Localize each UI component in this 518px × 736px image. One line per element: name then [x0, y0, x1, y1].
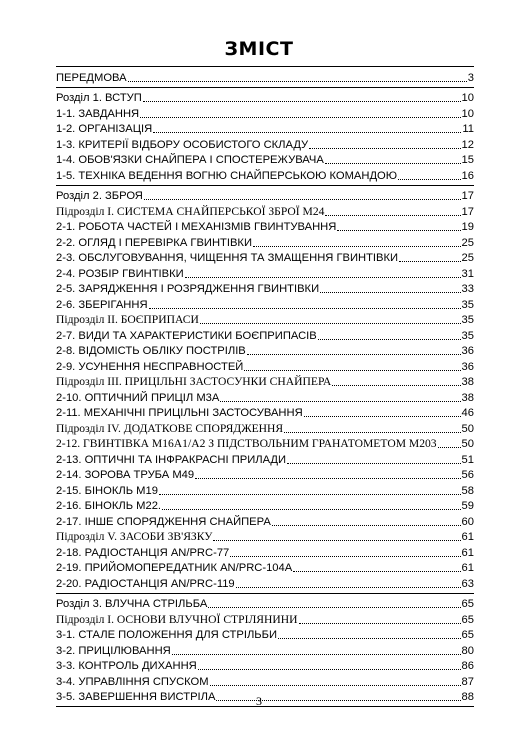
toc-entry-page: 63 — [461, 577, 474, 590]
dot-leader — [438, 447, 461, 448]
toc-entry[interactable] — [56, 513, 474, 529]
toc-entry-title: Розділ 3. ВЛУЧНА СТРІЛЬБА — [56, 598, 208, 610]
dot-leader — [162, 509, 461, 510]
toc-entry[interactable] — [56, 529, 474, 545]
dot-leader — [213, 540, 460, 541]
dot-leader — [208, 607, 460, 608]
dot-leader — [143, 101, 461, 102]
toc-entry[interactable] — [56, 575, 474, 591]
toc-entry-title: 2-19. ПРИЙОМОПЕРЕДАТНИК AN/PRC-104A — [56, 562, 293, 574]
toc-entry-title: 3-3. КОНТРОЛЬ ДИХАННЯ — [56, 660, 197, 672]
toc-entry-title: 1-4. ОБОВ'ЯЗКИ СНАЙПЕРА І СПОСТЕРЕЖУВАЧА — [56, 154, 324, 166]
dot-leader — [304, 416, 461, 417]
dot-leader — [200, 323, 461, 324]
toc-entry-title: 2-6. ЗБЕРІГАННЯ — [56, 298, 148, 311]
toc-entry-title: 3-1. СТАЛЕ ПОЛОЖЕННЯ ДЛЯ СТРІЛЬБИ — [56, 629, 278, 641]
toc-entry[interactable] — [56, 121, 474, 137]
toc-entry-page: 80 — [461, 644, 474, 657]
toc-entry[interactable] — [56, 327, 474, 343]
toc-entry-page: 50 — [461, 438, 474, 450]
dot-leader — [185, 277, 461, 278]
toc-entry-page: 38 — [461, 391, 474, 404]
toc-entry-page: 16 — [461, 169, 474, 182]
toc-entry[interactable] — [56, 451, 474, 467]
dot-leader — [247, 354, 461, 355]
dot-leader — [287, 463, 461, 464]
toc-entry-page: 56 — [461, 469, 474, 481]
toc-entry-title: 3-5. ЗАВЕРШЕННЯ ВИСТРІЛА — [56, 691, 216, 703]
toc-entry-page: 38 — [461, 376, 474, 388]
dot-leader — [253, 246, 461, 247]
toc-entry-page: 61 — [461, 562, 474, 574]
dot-leader — [309, 148, 460, 149]
toc-entry[interactable] — [56, 642, 474, 658]
page-title: ЗМІСТ — [224, 38, 294, 60]
toc-entry[interactable] — [56, 188, 474, 204]
toc-entry-title: 2-16. БІНОКЛЬ М22. — [56, 500, 162, 512]
dot-leader — [318, 339, 461, 340]
toc-entry-page: 15 — [461, 154, 474, 166]
toc-entry[interactable] — [56, 219, 474, 235]
toc-entry-title: 1-2. ОРГАНІЗАЦІЯ — [56, 123, 153, 135]
toc-entry-title: Підрозділ III. ПРИЦІЛЬНІ ЗАСТОСУНКИ СНАЙПЕРА — [56, 375, 332, 388]
toc-entry-page: 58 — [461, 484, 474, 497]
toc-entry-title: 2-18. РАДІОСТАНЦІЯ AN/PRC-77 — [56, 546, 230, 559]
dot-leader — [299, 623, 461, 624]
dot-leader — [272, 525, 461, 526]
toc-entry-page: 35 — [461, 314, 474, 326]
toc-entry-page: 35 — [461, 298, 474, 311]
toc-entry[interactable] — [56, 374, 474, 390]
toc-entry-title: Підрозділ V. ЗАСОБИ ЗВ'ЯЗКУ — [56, 530, 213, 543]
toc-entry-page: 65 — [461, 598, 474, 610]
toc-entry[interactable] — [56, 498, 474, 514]
dot-leader — [149, 308, 461, 309]
dot-leader — [398, 179, 461, 180]
toc-entry-page: 65 — [461, 613, 474, 626]
toc-entry-title: Підрозділ I. ОСНОВИ ВЛУЧНОЇ СТРІЛЯНИНИ — [56, 612, 298, 626]
toc-entry-title: 2-14. ЗОРОВА ТРУБА М49 — [56, 469, 195, 481]
dot-leader — [284, 432, 460, 433]
dot-leader — [325, 163, 461, 164]
toc-entry[interactable] — [56, 265, 474, 281]
toc-section — [56, 185, 474, 593]
toc-section — [56, 593, 474, 707]
toc-entry-title: 2-1. РОБОТА ЧАСТЕЙ І МЕХАНІЗМІВ ГВИНТУВАННЯ — [56, 221, 337, 233]
toc-entry-page: 51 — [461, 453, 474, 466]
toc-entry[interactable] — [56, 389, 474, 405]
toc-entry-title: ПЕРЕДМОВА — [56, 71, 127, 84]
toc-entry[interactable] — [56, 152, 474, 168]
toc-entry-title: 2-11. МЕХАНІЧНІ ПРИЦІЛЬНІ ЗАСТОСУВАННЯ — [56, 407, 303, 419]
toc-entry-title: 2-2. ОГЛЯД І ПЕРЕВІРКА ГВИНТІВКИ — [56, 236, 252, 249]
toc-entry-title: Підрозділ IV. ДОДАТКОВЕ СПОРЯДЖЕННЯ — [56, 421, 284, 435]
dot-leader — [198, 669, 461, 670]
dot-leader — [230, 556, 460, 557]
toc-entry-page: 12 — [461, 138, 474, 151]
toc-entry-page: 36 — [461, 345, 474, 357]
toc-entry-title: 2-4. РОЗБІР ГВИНТІВКИ — [56, 267, 184, 280]
toc-entry-page: 59 — [461, 500, 474, 512]
dot-leader — [153, 132, 461, 133]
toc-entry[interactable] — [56, 250, 474, 266]
toc-entry[interactable] — [56, 658, 474, 674]
dot-leader — [159, 494, 461, 495]
dot-leader — [278, 638, 461, 639]
toc-entry[interactable] — [56, 90, 474, 106]
toc-entry[interactable] — [56, 69, 474, 85]
toc-entry[interactable] — [56, 281, 474, 297]
dot-leader — [128, 81, 467, 82]
toc-entry-title: Розділ 1. ВСТУП — [56, 92, 142, 104]
toc-entry-title: 2-9. УСУНЕННЯ НЕСПРАВНОСТЕЙ — [56, 360, 244, 373]
toc-entry-title: 2-12. ГВИНТІВКА М16А1/А2 З ПІДСТВОЛЬНИМ ГРАНАТОМЕТОМ М203 — [56, 437, 437, 450]
toc-entry-page: 11 — [462, 123, 474, 135]
toc-entry-title: 2-5. ЗАРЯДЖЕННЯ І РОЗРЯДЖЕННЯ ГВИНТІВКИ — [56, 283, 320, 295]
toc-entry-title: 2-8. ВІДОМІСТЬ ОБЛІКУ ПОСТРІЛІВ — [56, 345, 246, 357]
dot-leader — [195, 478, 460, 479]
toc-entry[interactable] — [56, 136, 474, 152]
toc-entry[interactable] — [56, 167, 474, 183]
toc-entry-page: 3 — [467, 71, 474, 84]
toc-entry-page: 35 — [461, 329, 474, 342]
toc-entry[interactable] — [56, 343, 474, 359]
table-of-contents — [56, 66, 474, 707]
toc-entry-title: 1-5. ТЕХНІКА ВЕДЕННЯ ВОГНЮ СНАЙПЕРСЬКОЮ КОМАНДОЮ — [56, 169, 398, 182]
toc-entry-title: 2-3. ОБСЛУГОВУВАННЯ, ЧИЩЕННЯ ТА ЗМАЩЕННЯ ГВИНТІВКИ — [56, 252, 399, 264]
toc-entry-page: 36 — [461, 360, 474, 373]
toc-entry-page: 25 — [461, 236, 474, 249]
dot-leader — [140, 117, 460, 118]
toc-entry-page: 88 — [461, 691, 474, 703]
toc-entry-page: 25 — [461, 252, 474, 264]
page-number: 3 — [256, 694, 262, 708]
toc-entry-page: 50 — [461, 422, 474, 435]
dot-leader — [244, 370, 460, 371]
toc-entry[interactable] — [56, 467, 474, 483]
toc-entry-page: 17 — [461, 205, 474, 218]
toc-entry-title: Підрозділ II. БОЄПРИПАСИ — [56, 313, 199, 326]
dot-leader — [293, 571, 460, 572]
toc-entry-page: 10 — [461, 107, 474, 120]
dot-leader — [220, 401, 460, 402]
toc-entry[interactable] — [56, 358, 474, 374]
toc-entry[interactable] — [56, 596, 474, 612]
toc-entry-page: 33 — [461, 283, 474, 295]
toc-entry-page: 10 — [461, 92, 474, 104]
toc-entry[interactable] — [56, 673, 474, 689]
toc-entry[interactable] — [56, 312, 474, 328]
toc-entry[interactable] — [56, 234, 474, 250]
toc-entry-page: 60 — [461, 515, 474, 528]
dot-leader — [337, 230, 460, 231]
toc-entry[interactable] — [56, 436, 474, 452]
dot-leader — [332, 385, 460, 386]
dot-leader — [144, 199, 461, 200]
toc-entry[interactable] — [56, 482, 474, 498]
toc-entry[interactable] — [56, 296, 474, 312]
toc-entry-page: 61 — [461, 546, 474, 559]
toc-entry-page: 61 — [461, 531, 474, 543]
toc-entry-page: 87 — [461, 675, 474, 688]
toc-entry-title: 2-15. БІНОКЛЬ М19 — [56, 484, 158, 497]
toc-entry-title: 3-2. ПРИЦІЛЮВАННЯ — [56, 644, 171, 657]
toc-entry[interactable] — [56, 611, 474, 627]
toc-section — [56, 87, 474, 185]
toc-entry-title: 1-3. КРИТЕРІЇ ВІДБОРУ ОСОБИСТОГО СКЛАДУ — [56, 138, 309, 151]
dot-leader — [210, 685, 461, 686]
toc-entry-title: Підрозділ I. СИСТЕМА СНАЙПЕРСЬКОЇ ЗБРОЇ М24 — [56, 204, 325, 218]
toc-entry-page: 19 — [461, 221, 474, 233]
toc-entry[interactable] — [56, 627, 474, 643]
dot-leader — [325, 215, 460, 216]
toc-entry-title: 2-20. РАДІОСТАНЦІЯ AN/PRC-119 — [56, 577, 235, 590]
toc-entry-title: 2-10. ОПТИЧНИЙ ПРИЦІЛ М3А — [56, 391, 220, 404]
toc-entry-title: Розділ 2. ЗБРОЯ — [56, 190, 143, 202]
toc-entry-page: 31 — [461, 267, 474, 280]
toc-entry[interactable] — [56, 405, 474, 421]
toc-entry-page: 17 — [461, 190, 474, 202]
toc-entry-page: 86 — [461, 660, 474, 672]
toc-entry-title: 2-13. ОПТИЧНІ ТА ІНФРАКРАСНІ ПРИЛАДИ — [56, 453, 287, 466]
toc-entry-page: 65 — [461, 629, 474, 641]
toc-entry[interactable] — [56, 105, 474, 121]
toc-entry[interactable] — [56, 560, 474, 576]
dot-leader — [320, 292, 460, 293]
toc-entry-title: 1-1. ЗАВДАННЯ — [56, 107, 140, 120]
toc-entry-title: 3-4. УПРАВЛІННЯ СПУСКОМ — [56, 675, 209, 688]
toc-entry-page: 46 — [461, 407, 474, 419]
toc-section — [56, 67, 474, 87]
toc-entry[interactable] — [56, 420, 474, 436]
toc-entry-title: 2-17. ІНШЕ СПОРЯДЖЕННЯ СНАЙПЕРА — [56, 515, 271, 528]
dot-leader — [236, 587, 461, 588]
toc-entry[interactable] — [56, 544, 474, 560]
toc-entry[interactable] — [56, 203, 474, 219]
toc-entry-title: 2-7. ВИДИ ТА ХАРАКТЕРИСТИКИ БОЄПРИПАСІВ — [56, 329, 317, 342]
dot-leader — [172, 654, 461, 655]
dot-leader — [399, 261, 460, 262]
